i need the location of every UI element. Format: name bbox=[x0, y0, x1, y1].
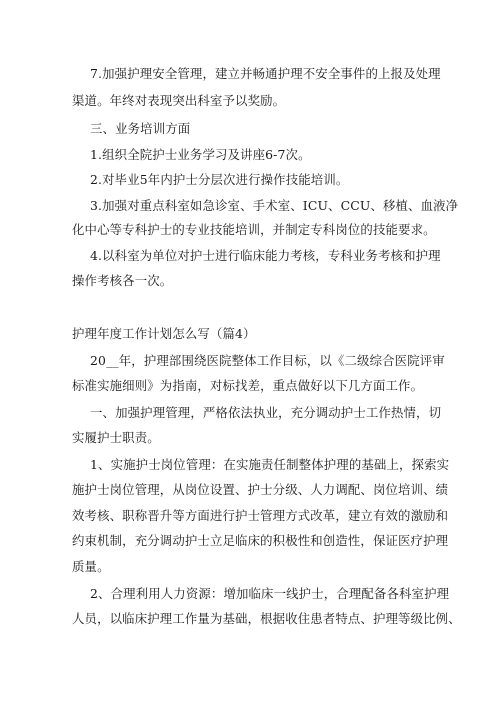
text-line-training-4a: 4.以科室为单位对护士进行临床能力考核，专科业务考核和护理 bbox=[90, 248, 441, 263]
text-line-item7-1: 7.加强护理安全管理，建立并畅通护理不安全事件的上报及处理 bbox=[90, 66, 441, 81]
section-heading-management-2: 实履护士职责。 bbox=[72, 430, 160, 445]
text-line-post-4: 约束机制，充分调动护士立足临床的积极性和创造性，保证医疗护理 bbox=[72, 533, 449, 548]
text-line-training-1: 1.组织全院护士业务学习及讲座6-7次。 bbox=[90, 147, 311, 162]
text-line-resource-2: 人员，以临床护理工作量为基础，根据收住患者特点、护理等级比例、 bbox=[72, 611, 461, 626]
text-line-training-3a: 3.加强对重点科室如急诊室、手术室、ICU、CCU、移植、血液净 bbox=[90, 198, 459, 213]
text-line-post-5: 质量。 bbox=[72, 559, 110, 574]
section-heading-management-1: 一、加强护理管理，严格依法执业，充分调动护士工作热情，切 bbox=[90, 405, 442, 420]
text-line-intro-1: 20__年，护理部围绕医院整体工作目标，以《二级综合医院评审 bbox=[90, 353, 445, 368]
text-line-post-1: 1、实施护士岗位管理：在实施责任制整体护理的基础上，探索实 bbox=[90, 457, 450, 472]
text-line-item7-2: 渠道。年终对表现突出科室予以奖励。 bbox=[72, 93, 286, 108]
text-line-training-2: 2.对毕业5年内护士分层次进行操作技能培训。 bbox=[90, 172, 349, 187]
text-line-resource-1: 2、合理利用人力资源：增加临床一线护士，合理配备各科室护理 bbox=[90, 586, 450, 601]
text-line-post-2: 施护士岗位管理，从岗位设置、护士分级、人力调配、岗位培训、绩 bbox=[72, 482, 449, 497]
section-heading-training: 三、业务培训方面 bbox=[90, 121, 191, 136]
article-title: 护理年度工作计划怎么写（篇4） bbox=[72, 326, 256, 341]
text-line-training-4b: 操作考核各一次。 bbox=[72, 273, 173, 288]
text-line-intro-2: 标准实施细则》为指南，对标找差，重点做好以下几方面工作。 bbox=[72, 378, 424, 393]
text-line-post-3: 效考核、职称晋升等方面进行护士管理方式改革，建立有效的激励和 bbox=[72, 508, 449, 523]
text-line-training-3b: 化中心等专科护士的专业技能培训，并制定专科岗位的技能要求。 bbox=[72, 222, 436, 237]
